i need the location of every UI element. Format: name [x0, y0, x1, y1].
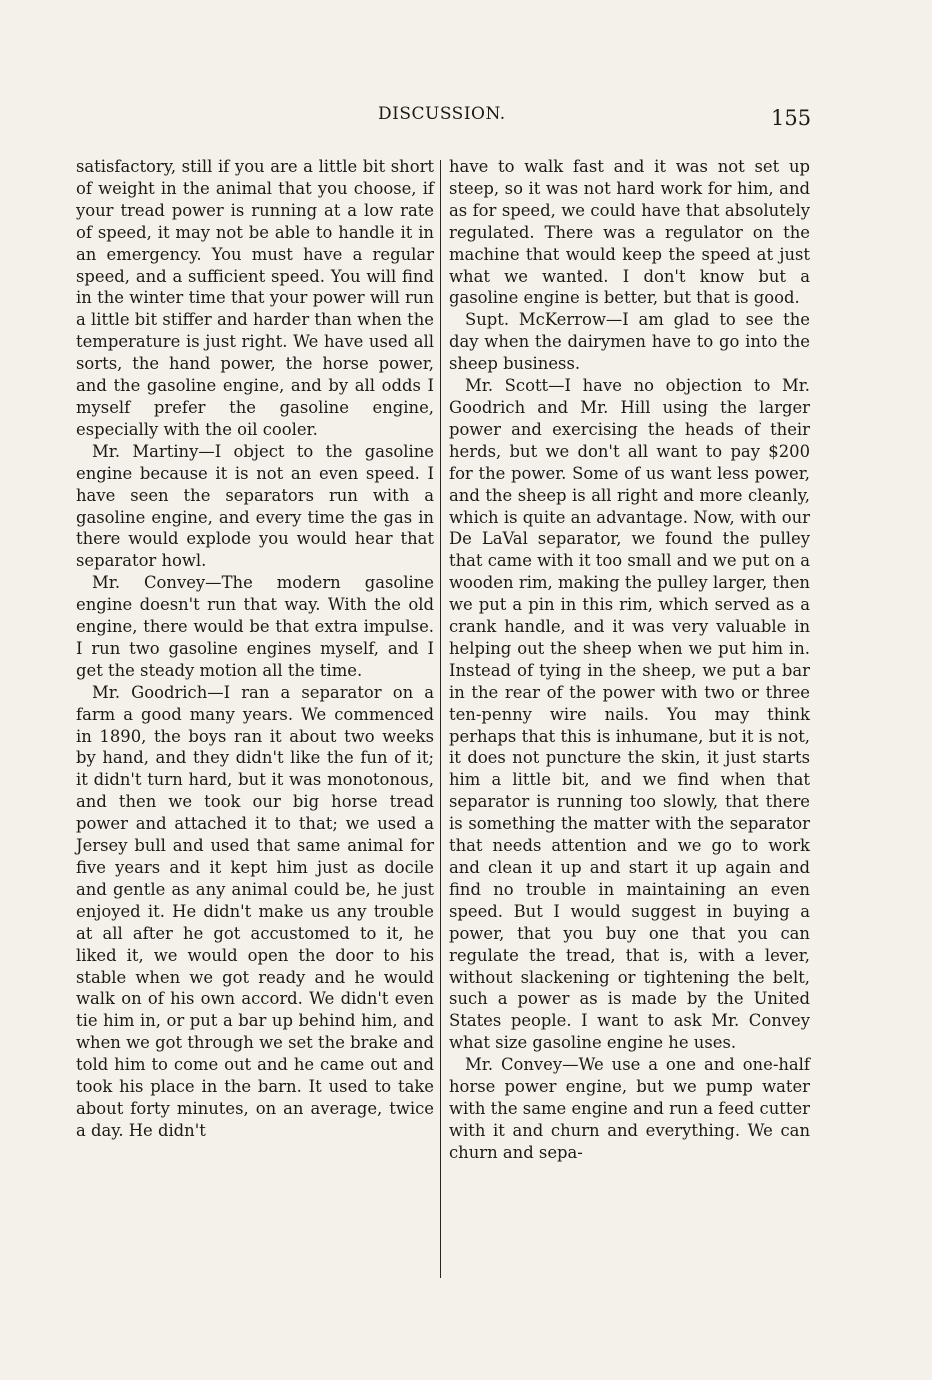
left-column — [76, 156, 434, 1142]
running-title: DISCUSSION. — [378, 104, 506, 124]
paragraph: Mr. Convey—The modern gasoline engine doesn't run that way. With the old engine, there would be that extra impulse. I run two gasoline engines myself, and I get the steady motion all the time. — [76, 573, 434, 680]
paragraph: satisfactory, still if you are a little bit short of weight in the animal that you choose, if your tread power is running at a low rate of speed, it may not be able to handle it in an emergency. You must have a regular speed, and a sufficient speed. You will find in the winter time that your power will run a little bit stiffer and harder than when the temperature is just right. We have used all sorts, the hand power, the horse power, and the gasoline engine, and by all odds I myself prefer the gasoline engine, especially with the oil cooler. — [76, 157, 434, 439]
paragraph: Mr. Martiny—I object to the gasoline engine because it is not an even speed. I have seen the separators run with a gasoline engine, and every time the gas in there would explode you would hear that separator howl. — [76, 441, 434, 571]
paragraph: Mr. Scott—I have no objection to Mr. Goodrich and Mr. Hill using the larger power and exercising the heads of their herds, but we don't all want to pay $200 for the power. Some of us want less power, and the sheep is all right and more cleanly, which is quite an advantage. Now, with our De LaVal separator, we found the pulley that came with it too small and we put on a wooden rim, making the pulley larger, then we put a pin in this rim, which served as a crank handle, and it was very valuable in helping out the sheep when we put him in. Instead of tying in the sheep, we put a bar in the rear of the power with two or three ten-penny wire nails. You may think perhaps that this is inhumane, but it is not, it does not puncture the skin, it just starts him a little bit, and we find when that separator is running too slowly, that there is something the matter with the separator that needs attention and we go to work and clean it up and start it up again and find no trouble in maintaining an even speed. But I would suggest in buying a power, that you buy one that you can regulate the tread, that is, with a lever, without slackening or tightening the belt, such a power as is made by the United States people. I want to ask Mr. Convey what size gasoline engine he uses. — [449, 376, 810, 1053]
paragraph: Mr. Goodrich—I ran a separator on a farm a good many years. We commenced in 1890, the boys ran it about two weeks by hand, and they didn't like the fun of it; it didn't turn hard, but it was monotonous, and then we took our big horse tread power and attached it to that; we used a Jersey bull and used that same animal for five years and it kept him just as docile and gentle as any animal could be, he just enjoyed it. He didn't make us any trouble at all after he got accustomed to it, he liked it, we would open the door to his stable when we got ready and he would walk on of his own accord. We didn't even tie him in, or put a bar up behind him, and when we got through we set the brake and told him to come out and he came out and took his place in the barn. It used to take about forty minutes, on an average, twice a day. He didn't — [76, 682, 434, 1140]
page-number: 155 — [771, 106, 812, 130]
right-column — [449, 156, 810, 1164]
paragraph: have to walk fast and it was not set up steep, so it was not hard work for him, and as for speed, we could have that absolutely regulated. There was a regulator on the machine that would keep the speed at just what we wanted. I don't know but a gasoline engine is better, but that is good. — [449, 157, 810, 308]
running-head — [0, 100, 932, 130]
paragraph: Supt. McKerrow—I am glad to see the day when the dairymen have to go into the sheep business. — [449, 310, 810, 374]
column-divider — [440, 160, 441, 1278]
paragraph: Mr. Convey—We use a one and one-half horse power engine, but we pump water with the same engine and run a feed cutter with it and churn and everything. We can churn and sepa- — [449, 1055, 810, 1162]
